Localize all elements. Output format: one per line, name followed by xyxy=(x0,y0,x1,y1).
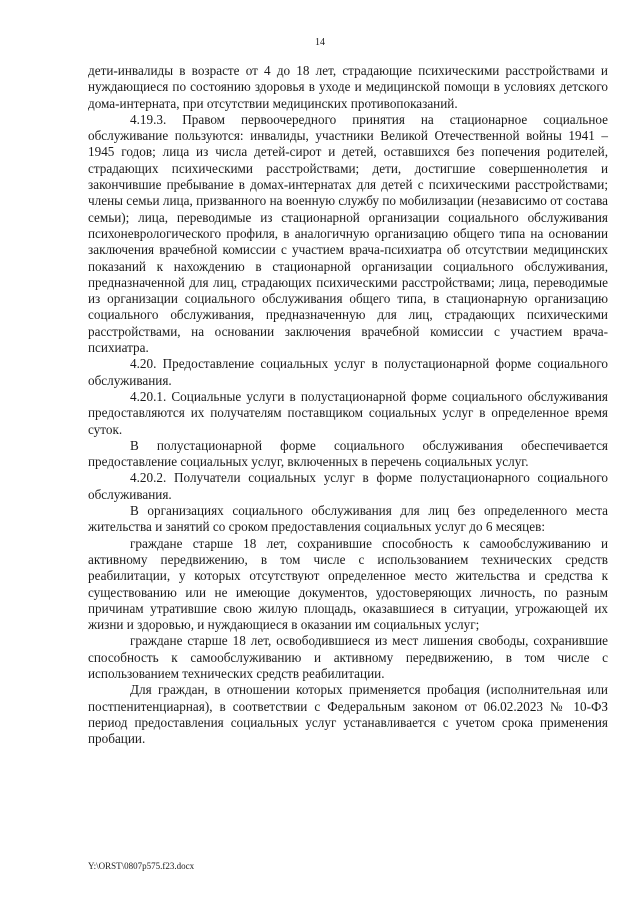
footer-file-path: Y:\ORST\0807p575.f23.docx xyxy=(88,861,195,871)
paragraph: В организациях социального обслуживания для лиц без определенного места жительства и занятий со сроком предоставления социальных услуг до 6 месяцев: xyxy=(88,503,608,535)
paragraph: Для граждан, в отношении которых применяется пробация (исполнительная или постпенитенциарная), в соответствии с Федеральным законом от 06.02.2023 № 10-ФЗ период предоставления социальных услуг устанавливается с учетом срока применения пробации. xyxy=(88,682,608,747)
paragraph: 4.20.1. Социальные услуги в полустационарной форме социального обслуживания предоставляются их получателям поставщиком социальных услуг в определенное время суток. xyxy=(88,388,608,437)
paragraph: 4.19.3. Правом первоочередного принятия на стационарное социальное обслуживание пользуются: инвалиды, участники Великой Отечественной войны 1941 – 1945 годов; лица из числа детей-сирот и детей, оставшихся без попечения родителей, страдающих психическими расстройствами; дети, достигшие совершеннолетия и закончившие пребывание в домах-интернатах для детей с психическими расстройствами; члены семьи лица, призванного на военную службу по мобилизации (независимо от состава семьи); лица, переводимые из стационарной организации социального обслуживания психоневрологического профиля, в аналогичную организацию общего типа на основании заключения врачебной комиссии с участием врача-психиатра об отсутствии медицинских показаний к нахождению в стационарной организации социального обслуживания, предназначенной для лиц, страдающих психическими расстройствами; лица, переводимые из организации социального обслуживания общего типа, в стационарную организацию социального обслуживания, предназначенную для лиц, страдающих психическими расстройствами, на основании заключения врачебной комиссии с участием врача-психиатра. xyxy=(88,111,608,356)
document-body xyxy=(88,63,608,747)
paragraph: дети-инвалиды в возрасте от 4 до 18 лет, страдающие психическими расстройствами и нуждающиеся по состоянию здоровья в уходе и медицинской помощи в условиях детского дома-интерната, при отсутствии медицинских противопоказаний. xyxy=(88,63,608,111)
paragraph: 4.20. Предоставление социальных услуг в полустационарной форме социального обслуживания. xyxy=(88,356,608,388)
paragraph: В полустационарной форме социального обслуживания обеспечивается предоставление социальных услуг, включенных в перечень социальных услуг. xyxy=(88,437,608,470)
paragraph: 4.20.2. Получатели социальных услуг в форме полустационарного социального обслуживания. xyxy=(88,470,608,502)
paragraph: граждане старше 18 лет, сохранившие способность к самообслуживанию и активному передвижению, в том числе с использованием технических средств реабилитации, у которых отсутствуют определенное место жительства и средства к существованию или не имеющие документов, удостоверяющих личность, по разным причинам утратившие свою жилую площадь, оказавшиеся в ситуации, угрожающей их жизни и здоровью, и нуждающиеся в оказании им социальных услуг; xyxy=(88,535,608,633)
page-number: 14 xyxy=(315,37,325,48)
paragraph: граждане старше 18 лет, освободившиеся из мест лишения свободы, сохранившие способность к самообслуживанию и активному передвижению, в том числе с использованием технических средств реабилитации. xyxy=(88,633,608,681)
